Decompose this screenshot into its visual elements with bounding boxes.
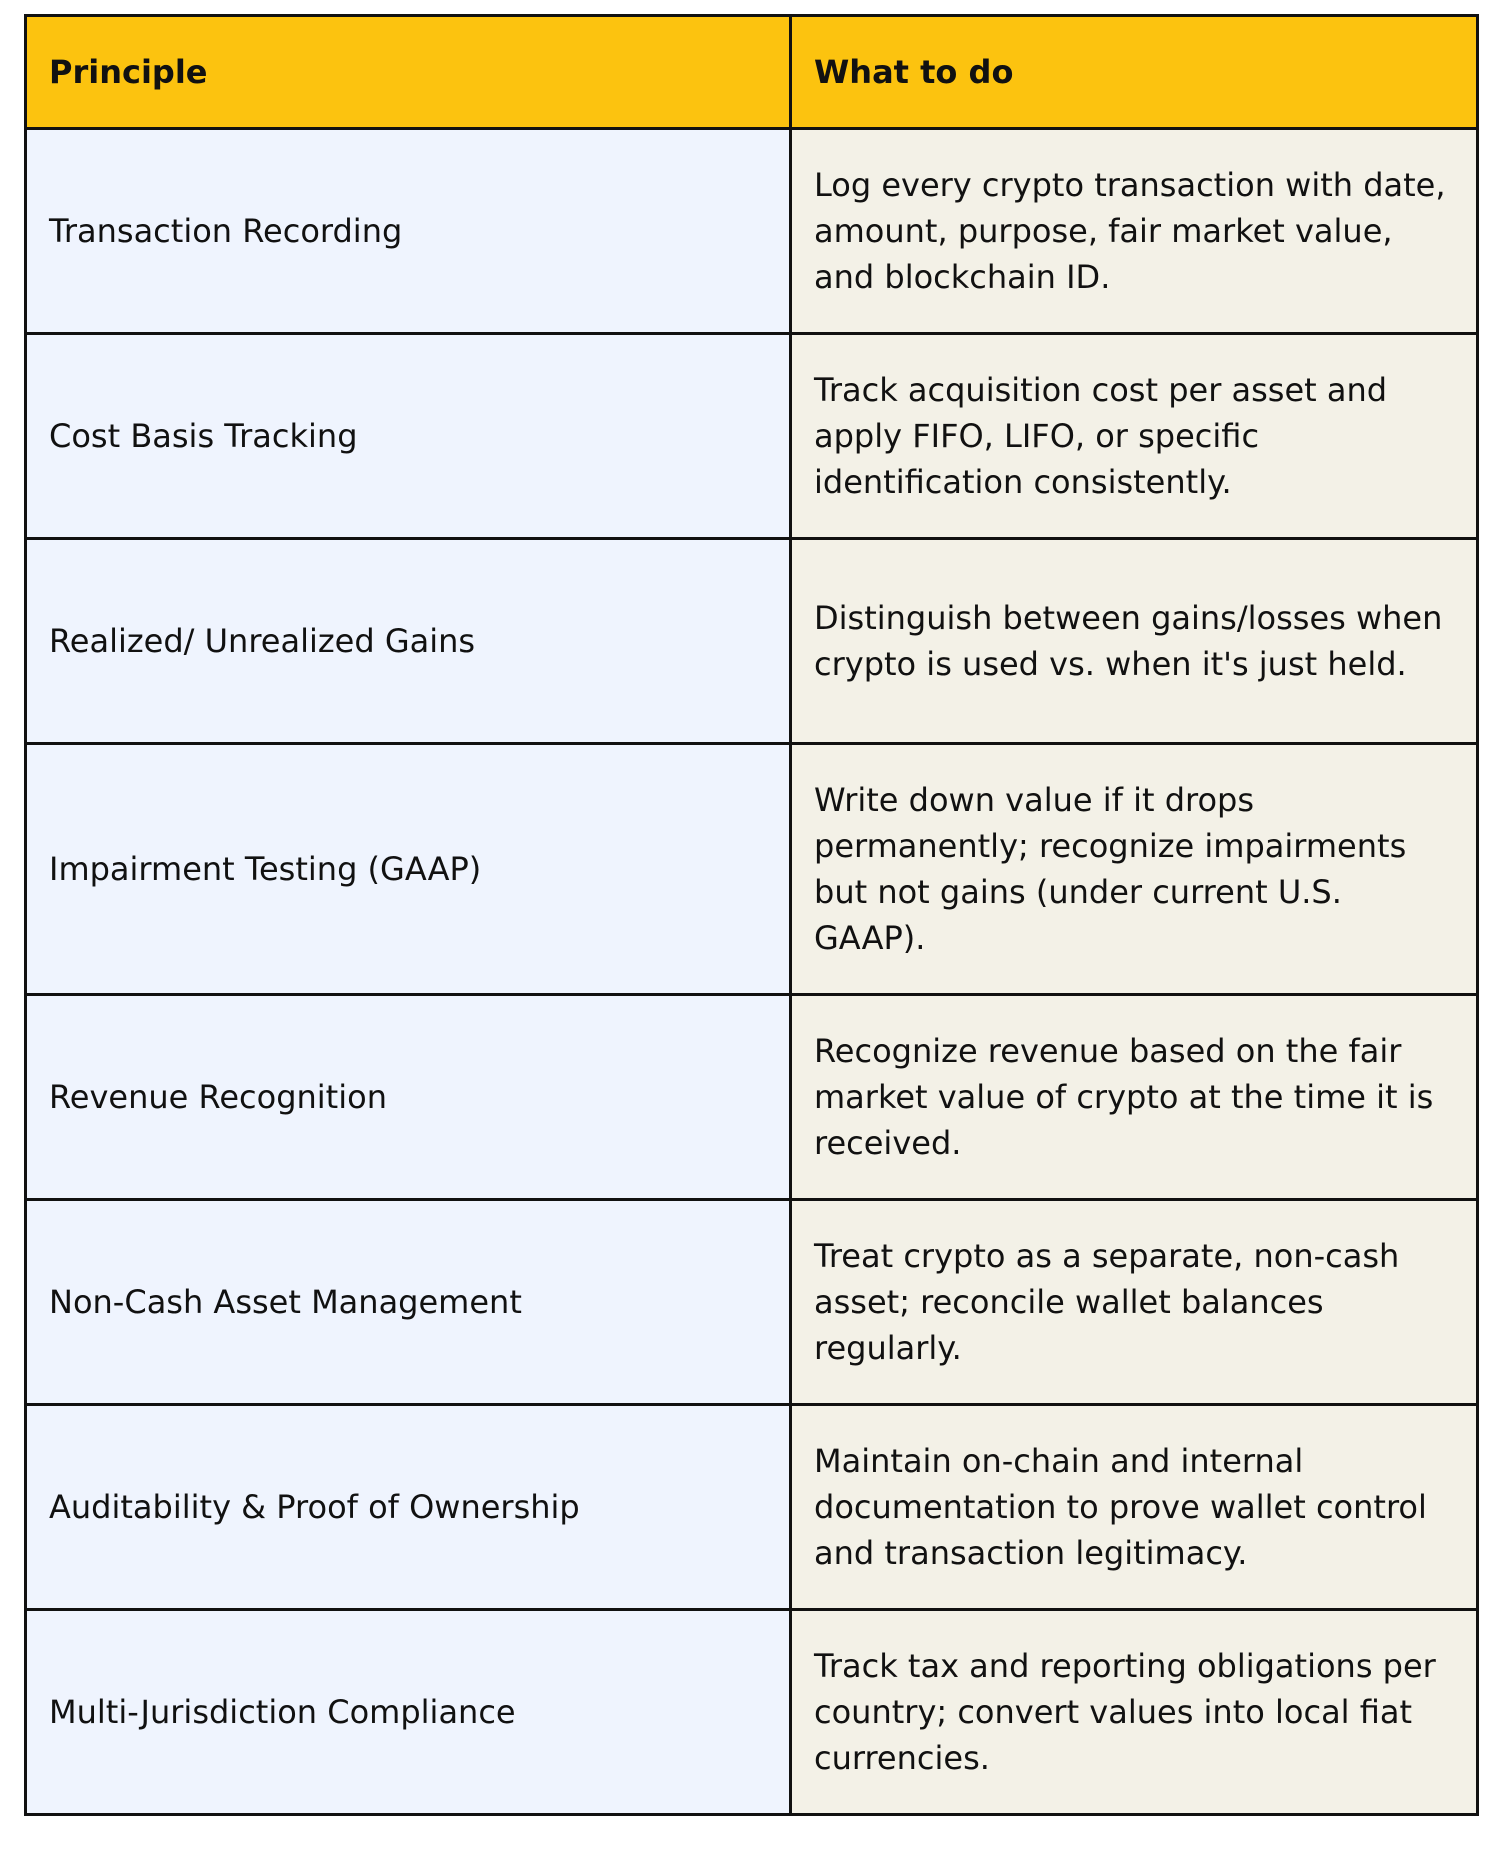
table-row — [26, 334, 1478, 539]
table-row — [26, 1405, 1478, 1610]
principle-cell: Non-Cash Asset Management — [26, 1200, 791, 1405]
table-row — [26, 1610, 1478, 1815]
principle-cell: Transaction Recording — [26, 129, 791, 334]
action-cell: Recognize revenue based on the fair market value of crypto at the time it is received. — [791, 995, 1478, 1200]
table-row — [26, 1200, 1478, 1405]
action-cell: Maintain on-chain and internal documentation to prove wallet control and transaction legitimacy. — [791, 1405, 1478, 1610]
principle-cell: Realized/ Unrealized Gains — [26, 539, 791, 744]
action-cell: Treat crypto as a separate, non-cash asset; reconcile wallet balances regularly. — [791, 1200, 1478, 1405]
table-row — [26, 995, 1478, 1200]
action-cell: Distinguish between gains/losses when crypto is used vs. when it's just held. — [791, 539, 1478, 744]
table-row — [26, 129, 1478, 334]
action-cell: Log every crypto transaction with date, amount, purpose, fair market value, and blockchain ID. — [791, 129, 1478, 334]
principle-cell: Auditability & Proof of Ownership — [26, 1405, 791, 1610]
principle-cell: Cost Basis Tracking — [26, 334, 791, 539]
principle-cell: Revenue Recognition — [26, 995, 791, 1200]
header-principle: Principle — [26, 16, 791, 129]
action-cell: Write down value if it drops permanently; recognize impairments but not gains (under current U.S. GAAP). — [791, 744, 1478, 995]
principle-cell: Impairment Testing (GAAP) — [26, 744, 791, 995]
principle-cell: Multi-Jurisdiction Compliance — [26, 1610, 791, 1815]
action-cell: Track acquisition cost per asset and apply FIFO, LIFO, or specific identification consistently. — [791, 334, 1478, 539]
table-row — [26, 539, 1478, 744]
action-cell: Track tax and reporting obligations per country; convert values into local fiat currencies. — [791, 1610, 1478, 1815]
table-row — [26, 744, 1478, 995]
table-header-row — [26, 16, 1478, 129]
header-what-to-do: What to do — [791, 16, 1478, 129]
principles-table — [24, 14, 1479, 1816]
